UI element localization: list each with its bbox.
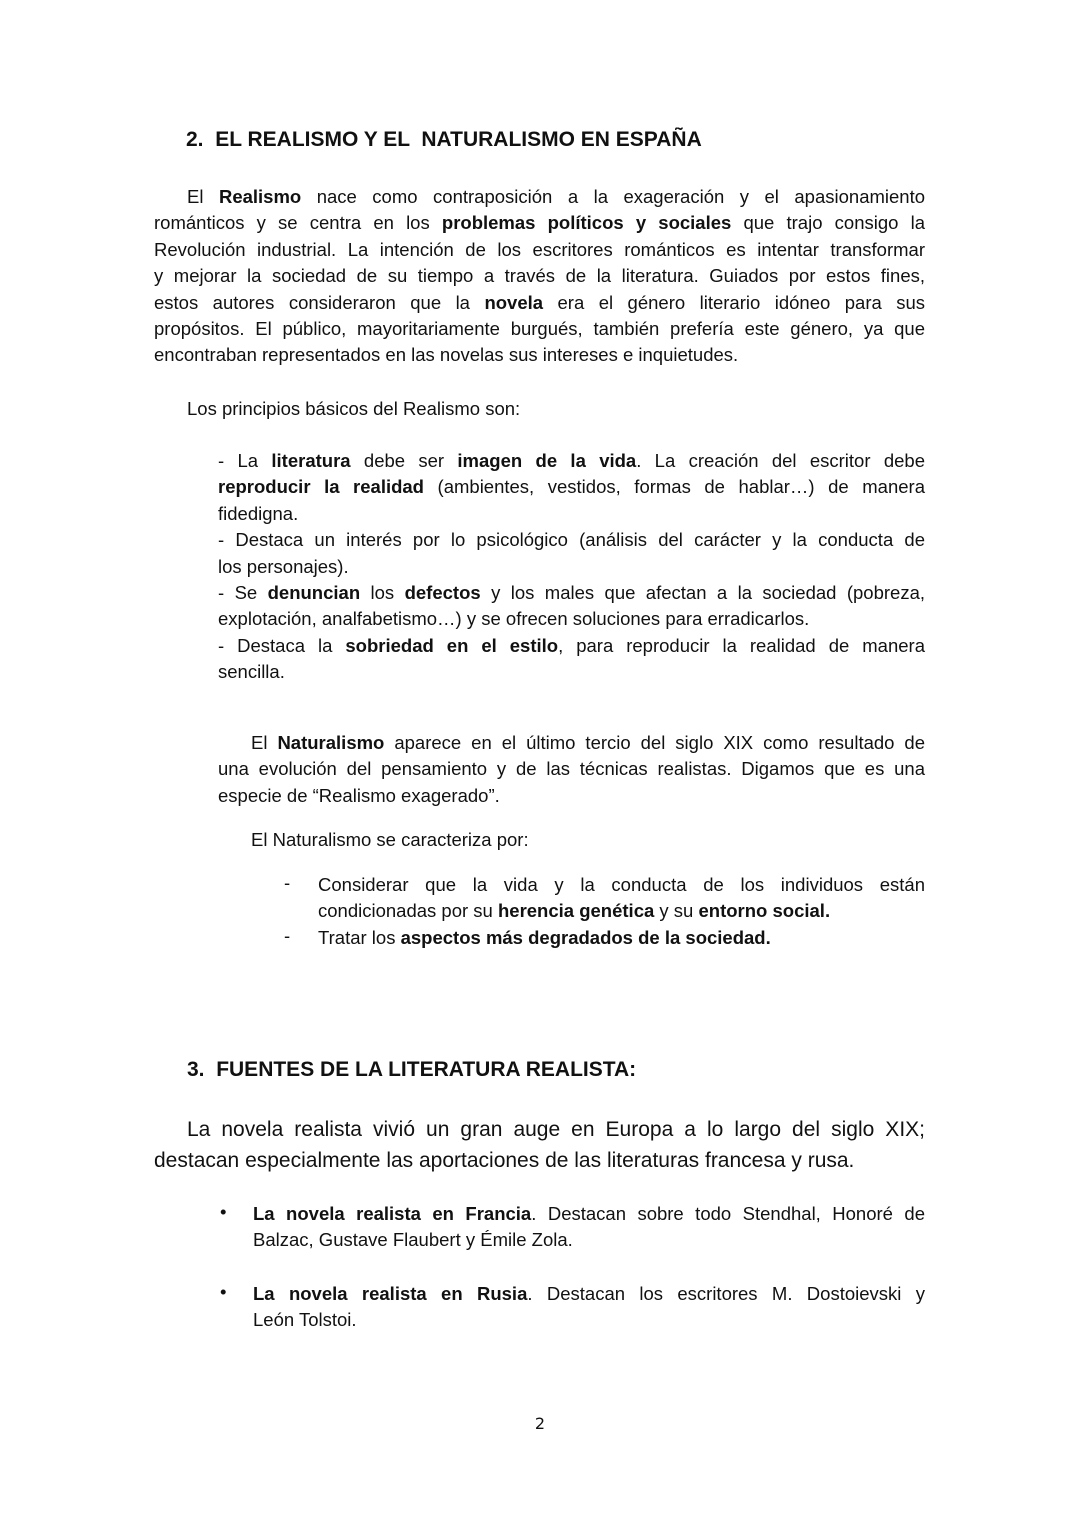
section-3-heading: [187, 1058, 636, 1082]
text-line: El Naturalismo aparece en el último tercio del siglo XIX como resultado de: [251, 732, 926, 753]
text-line: Revolución industrial. La intención de los escritores románticos es intentar transformar: [154, 238, 925, 260]
section-title: EL REALISMO Y EL NATURALISMO EN ESPAÑA: [215, 128, 702, 151]
text-line: Tratar los aspectos más degradados de la sociedad.: [318, 927, 771, 948]
caracteristicas-intro-text: El Naturalismo se caracteriza por:: [251, 829, 529, 850]
bold-term: aspectos más degradados de la sociedad.: [400, 927, 771, 948]
text-line: La novela realista vivió un gran auge en Europa a lo largo del siglo XIX;: [187, 1118, 925, 1141]
principios-intro-text: Los principios básicos del Realismo son:: [187, 398, 521, 419]
text-line: - Se denuncian los defectos y los males que afectan a la sociedad (pobreza,: [218, 582, 925, 604]
section-number: 2.: [186, 128, 204, 151]
text-line: La novela realista en Rusia. Destacan los escritores M. Dostoievski y: [253, 1283, 925, 1304]
bold-term: La novela realista en Francia: [253, 1203, 532, 1224]
fuentes-paragraph: [154, 1114, 925, 1176]
text-line: los personajes).: [218, 555, 349, 577]
bullet-dot: •: [220, 1201, 227, 1222]
text-line: propósitos. El público, mayoritariamente burgués, también prefería este género, ya que: [154, 318, 925, 340]
text-line: La novela realista en Francia. Destacan sobre todo Stendhal, Honoré de: [253, 1203, 925, 1224]
bold-term: reproducir la realidad: [218, 476, 424, 498]
text-line: encontraban representados en las novelas sus intereses e inquietudes.: [154, 344, 739, 366]
text-line: una evolución del pensamiento y de las técnicas realistas. Digamos que es una: [218, 758, 925, 780]
bold-term: denuncian: [267, 582, 361, 604]
principios-intro: [187, 396, 925, 422]
text-line: estos autores consideraron que la novela era el género literario idóneo para sus: [154, 291, 926, 313]
bold-term: herencia genética: [497, 900, 655, 922]
bold-term: novela: [484, 291, 544, 313]
realismo-paragraph: [154, 184, 925, 369]
text-line: Balzac, Gustave Flaubert y Émile Zola.: [253, 1229, 573, 1251]
section-number: 3.: [187, 1058, 205, 1081]
section-title: FUENTES DE LA LITERATURA REALISTA:: [216, 1058, 637, 1081]
caracteristica-item-1: [318, 872, 925, 925]
principios-list: [218, 448, 925, 686]
bold-term: imagen de la vida: [457, 450, 637, 471]
page-number: 2: [534, 1414, 546, 1433]
dash-bullet: -: [284, 872, 291, 893]
text-line: El Realismo nace como contraposición a la exageración y el apasionamiento: [187, 186, 926, 207]
text-line: - La literatura debe ser imagen de la vida. La creación del escritor debe: [218, 450, 925, 471]
bold-term: problemas políticos y sociales: [441, 212, 732, 234]
text-line: Considerar que la vida y la conducta de los individuos están: [318, 874, 925, 895]
fuentes-item-rusia: [253, 1281, 925, 1334]
fuentes-item-francia: [253, 1201, 925, 1254]
text-line: destacan especialmente las aportaciones de las literaturas francesa y rusa.: [154, 1149, 855, 1172]
bold-term: sobriedad en el estilo: [345, 634, 559, 656]
text-line: condicionadas por su herencia genética y su entorno social.: [318, 900, 831, 922]
dash-bullet: -: [284, 925, 291, 946]
text-line: románticos y se centra en los problemas políticos y sociales que trajo consigo la: [154, 212, 925, 234]
naturalismo-paragraph: [218, 730, 925, 809]
bold-term: La novela realista en Rusia: [253, 1283, 528, 1304]
text-line: sencilla.: [218, 661, 285, 683]
text-line: y mejorar la sociedad de su tiempo a través de la literatura. Guiados por estos fines,: [154, 265, 925, 287]
text-line: - Destaca un interés por lo psicológico (análisis del carácter y la conducta de: [218, 529, 925, 551]
text-line: reproducir la realidad (ambientes, vestidos, formas de hablar…) de manera: [218, 476, 925, 498]
text-line: especie de “Realismo exagerado”.: [218, 784, 500, 806]
bold-term: defectos: [404, 582, 481, 604]
text-line: explotación, analfabetismo…) y se ofrecen soluciones para erradicarlos.: [218, 608, 810, 630]
bold-term: literatura: [271, 450, 351, 471]
text-line: fidedigna.: [218, 502, 299, 524]
bold-term: entorno social.: [698, 900, 831, 922]
bold-term: Naturalismo: [277, 732, 385, 753]
section-2-heading: [186, 128, 702, 152]
bold-term: Realismo: [218, 186, 302, 207]
text-line: - Destaca la sobriedad en el estilo, para reproducir la realidad de manera: [218, 634, 925, 656]
caracteristicas-intro: [251, 827, 925, 853]
caracteristica-item-2: [318, 925, 925, 951]
text-line: León Tolstoi.: [253, 1309, 357, 1331]
bullet-dot: •: [220, 1281, 227, 1302]
